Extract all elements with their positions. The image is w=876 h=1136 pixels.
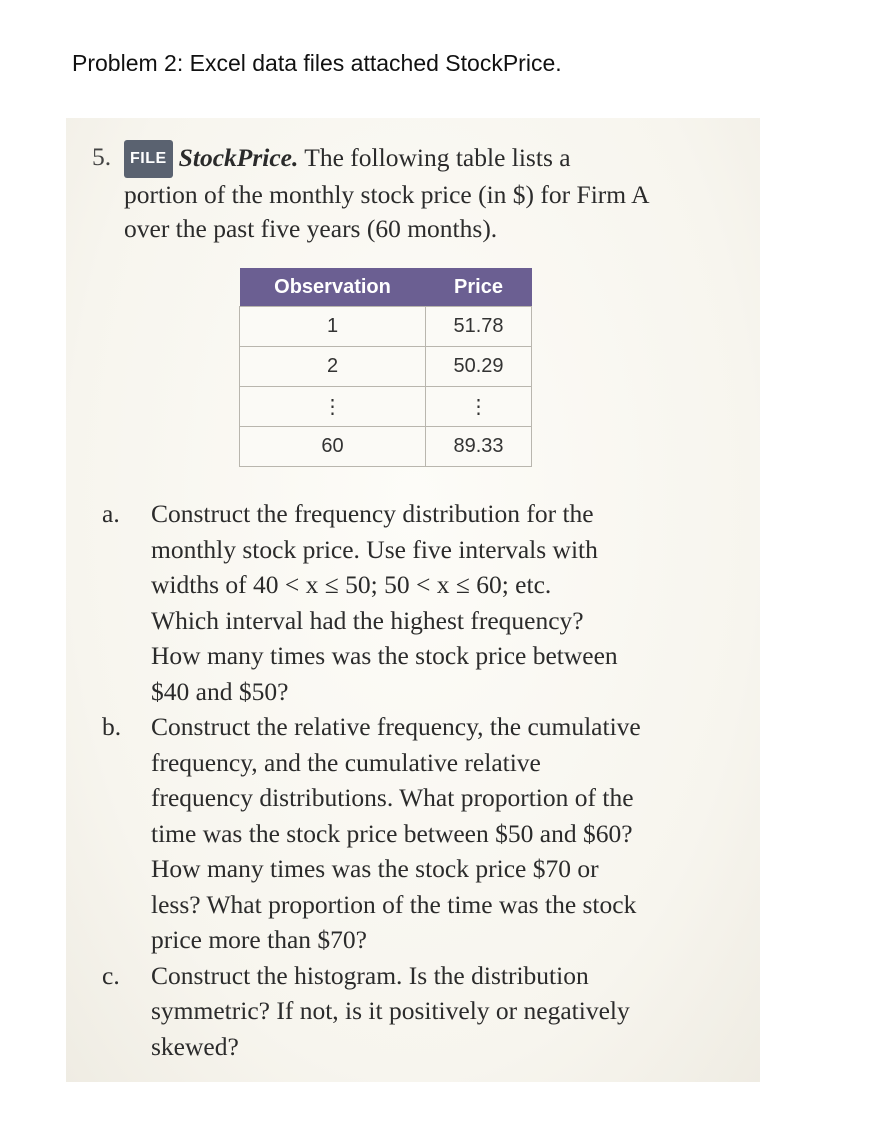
part-line: monthly stock price. Use five intervals with	[151, 534, 598, 564]
part-line: frequency, and the cumulative relative	[151, 747, 541, 777]
part-c	[96, 958, 741, 1065]
price-cell: 51.78	[426, 307, 532, 347]
price-cell: 50.29	[426, 347, 532, 387]
stock-price-table	[239, 268, 532, 467]
problem-parts	[96, 496, 741, 1064]
part-b	[96, 709, 741, 958]
part-line: symmetric? If not, is it positively or negatively	[151, 996, 630, 1025]
observation-cell: 60	[240, 427, 426, 467]
part-line: time was the stock price between $50 and $60?	[151, 818, 633, 848]
part-line: Which interval had the highest frequency?	[151, 605, 584, 635]
observation-cell: ⋮	[240, 387, 426, 427]
part-line: frequency distributions. What proportion of the	[151, 783, 634, 812]
part-line: price more than $70?	[151, 925, 367, 954]
column-header-observation: Observation	[240, 268, 426, 307]
part-line: Construct the histogram. Is the distribution	[151, 960, 589, 990]
part-line: How many times was the stock price $70 or	[151, 854, 599, 883]
table-row	[240, 347, 532, 387]
part-line: skewed?	[151, 1031, 239, 1061]
observation-cell: 2	[240, 347, 426, 387]
table-row	[240, 427, 532, 467]
column-header-price: Price	[426, 268, 532, 307]
price-cell: 89.33	[426, 427, 532, 467]
problem-intro	[92, 140, 650, 246]
part-line: widths of 40 < x ≤ 50; 50 < x ≤ 60; etc.	[151, 570, 552, 599]
textbook-photo	[66, 118, 760, 1082]
part-line: $40 and $50?	[151, 676, 289, 706]
table-row	[240, 387, 532, 427]
problem-number: 5.	[92, 142, 112, 171]
file-badge: FILE	[124, 140, 173, 178]
file-name: StockPrice.	[178, 143, 299, 172]
part-line: Construct the relative frequency, the cumulative	[151, 712, 641, 741]
intro-line-2: portion of the monthly stock price (in $) for Firm A	[124, 180, 650, 209]
table-header-row	[240, 268, 532, 307]
part-a	[96, 496, 741, 709]
table-row	[240, 307, 532, 347]
intro-line-1: The following table lists a	[304, 143, 571, 172]
problem-header: Problem 2: Excel data files attached StockPrice.	[72, 50, 562, 76]
part-line: less? What proportion of the time was the stock	[151, 889, 637, 919]
intro-line-3: over the past five years (60 months).	[124, 214, 498, 243]
part-label: a.	[102, 499, 120, 528]
part-line: How many times was the stock price between	[151, 641, 618, 670]
observation-cell: 1	[240, 307, 426, 347]
part-line: Construct the frequency distribution for the	[151, 499, 594, 528]
price-cell: ⋮	[426, 387, 532, 427]
part-label: b.	[102, 712, 122, 741]
part-label: c.	[102, 960, 120, 990]
